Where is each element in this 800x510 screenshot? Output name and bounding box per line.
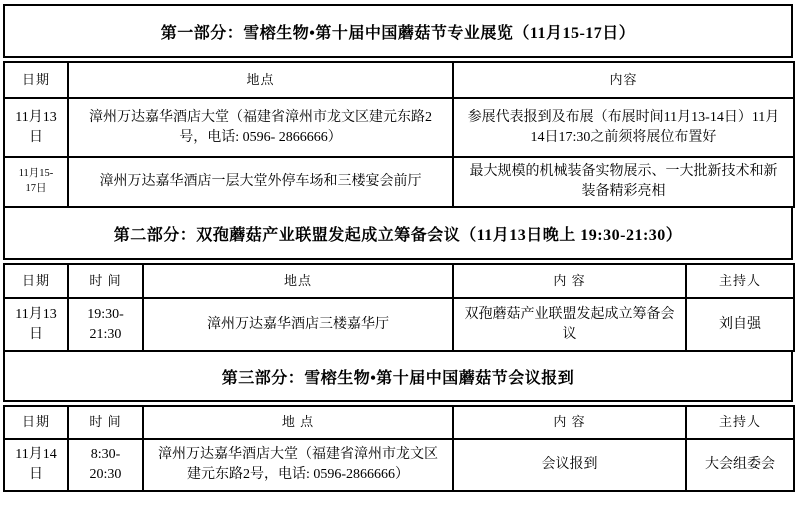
cell-time: 19:30-21:30 (68, 298, 143, 351)
table-row (4, 439, 794, 491)
table-row (4, 298, 794, 351)
cell-date: 11月13日 (4, 98, 68, 157)
column-header-place: 地点 (68, 62, 453, 98)
cell-content: 会议报到 (453, 439, 686, 491)
column-header-date: 日期 (4, 264, 68, 298)
cell-place: 漳州万达嘉华酒店一层大堂外停车场和三楼宴会前厅 (68, 157, 453, 207)
column-header-content: 内 容 (453, 264, 686, 298)
table-header-row (4, 264, 794, 298)
table-header-row (4, 406, 794, 439)
cell-host: 大会组委会 (686, 439, 794, 491)
cell-place: 漳州万达嘉华酒店大堂（福建省漳州市龙文区建元东路2号，电话: 0596-2866666） (143, 439, 453, 491)
cell-content: 参展代表报到及布展（布展时间11月13-14日）11月14日17:30之前须将展位布置好 (453, 98, 794, 157)
section-alliance-meeting (3, 206, 793, 352)
section-1-table (3, 61, 795, 208)
column-header-date: 日期 (4, 62, 68, 98)
column-header-host: 主持人 (686, 264, 794, 298)
table-row (4, 157, 794, 207)
column-header-content: 内容 (453, 62, 794, 98)
section-3-title: 第三部分：雪榕生物•第十届中国蘑菇节会议报到 (3, 350, 793, 402)
cell-date: 11月13日 (4, 298, 68, 351)
cell-content: 最大规模的机械装备实物展示、一大批新技术和新装备精彩亮相 (453, 157, 794, 207)
section-exhibition (3, 4, 793, 208)
table-header-row (4, 62, 794, 98)
section-2-table (3, 263, 795, 352)
column-header-content: 内 容 (453, 406, 686, 439)
cell-date: 11月15-17日 (4, 157, 68, 207)
section-2-title: 第二部分：双孢蘑菇产业联盟发起成立筹备会议（11月13日晚上 19:30-21:30） (3, 206, 793, 260)
column-header-place: 地点 (143, 264, 453, 298)
cell-place: 漳州万达嘉华酒店三楼嘉华厅 (143, 298, 453, 351)
cell-place: 漳州万达嘉华酒店大堂（福建省漳州市龙文区建元东路2号，电话: 0596- 2866666） (68, 98, 453, 157)
section-3-table (3, 405, 795, 492)
column-header-date: 日期 (4, 406, 68, 439)
column-header-place: 地 点 (143, 406, 453, 439)
cell-time: 8:30-20:30 (68, 439, 143, 491)
cell-host: 刘自强 (686, 298, 794, 351)
table-row (4, 98, 794, 157)
column-header-host: 主持人 (686, 406, 794, 439)
cell-content: 双孢蘑菇产业联盟发起成立筹备会议 (453, 298, 686, 351)
section-registration (3, 350, 793, 492)
column-header-time: 时 间 (68, 406, 143, 439)
column-header-time: 时 间 (68, 264, 143, 298)
schedule-document (3, 4, 793, 492)
cell-date: 11月14日 (4, 439, 68, 491)
section-1-title: 第一部分：雪榕生物•第十届中国蘑菇节专业展览（11月15-17日） (3, 4, 793, 58)
